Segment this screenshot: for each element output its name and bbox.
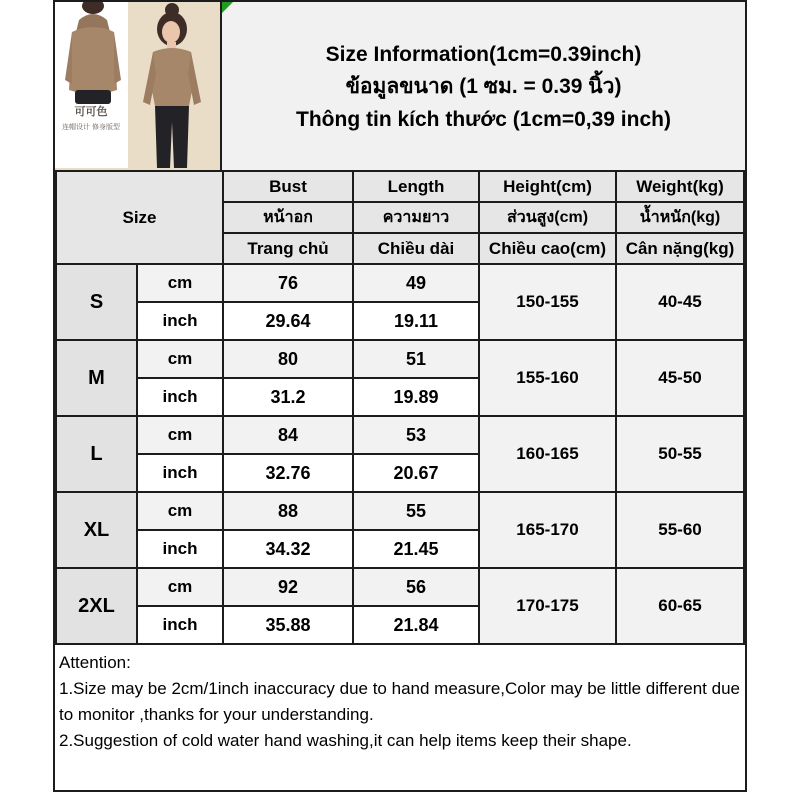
weight-range: 40-45 — [616, 264, 744, 340]
unit-cm: cm — [137, 568, 223, 606]
green-corner-flag-icon — [222, 2, 233, 13]
size-chart-panel — [53, 0, 747, 792]
bust-cm: 88 — [223, 492, 353, 530]
title-english: Size Information(1cm=0.39inch) — [325, 43, 642, 67]
length-cm: 49 — [353, 264, 479, 302]
bust-cm: 92 — [223, 568, 353, 606]
col-bust-vi: Trang chủ — [223, 233, 353, 264]
title-block — [222, 2, 745, 170]
attention-heading: Attention: — [59, 653, 131, 672]
unit-inch: inch — [137, 606, 223, 644]
size-label-2xl: 2XL — [56, 568, 137, 644]
size-label-xl: XL — [56, 492, 137, 568]
col-weight-vi: Cân nặng(kg) — [616, 233, 744, 264]
unit-inch: inch — [137, 454, 223, 492]
col-weight-th: น้ำหนัก(kg) — [616, 202, 744, 233]
length-inch: 19.11 — [353, 302, 479, 340]
size-table — [55, 170, 745, 645]
height-range: 170-175 — [479, 568, 616, 644]
table-row — [56, 492, 744, 530]
table-row — [56, 416, 744, 454]
col-length-en: Length — [353, 171, 479, 202]
height-range: 160-165 — [479, 416, 616, 492]
bust-inch: 32.76 — [223, 454, 353, 492]
bust-inch: 29.64 — [223, 302, 353, 340]
length-inch: 21.45 — [353, 530, 479, 568]
title-thai: ข้อมูลขนาด (1 ซม. = 0.39 นิ้ว) — [345, 75, 622, 99]
col-height-en: Height(cm) — [479, 171, 616, 202]
length-cm: 53 — [353, 416, 479, 454]
height-range: 155-160 — [479, 340, 616, 416]
col-length-vi: Chiều dài — [353, 233, 479, 264]
bust-inch: 34.32 — [223, 530, 353, 568]
unit-inch: inch — [137, 302, 223, 340]
bust-cm: 76 — [223, 264, 353, 302]
col-height-th: ส่วนสูง(cm) — [479, 202, 616, 233]
length-inch: 19.89 — [353, 378, 479, 416]
size-label-m: M — [56, 340, 137, 416]
attention-note-1: 1.Size may be 2cm/1inch inaccuracy due to hand measure,Color may be little different due to monitor ,thanks for your understanding. — [59, 679, 740, 724]
height-range: 165-170 — [479, 492, 616, 568]
length-cm: 51 — [353, 340, 479, 378]
unit-inch: inch — [137, 378, 223, 416]
size-label-s: S — [56, 264, 137, 340]
bust-cm: 84 — [223, 416, 353, 454]
length-cm: 55 — [353, 492, 479, 530]
unit-cm: cm — [137, 264, 223, 302]
unit-cm: cm — [137, 492, 223, 530]
col-weight-en: Weight(kg) — [616, 171, 744, 202]
unit-cm: cm — [137, 416, 223, 454]
height-range: 150-155 — [479, 264, 616, 340]
weight-range: 50-55 — [616, 416, 744, 492]
attention-note-2: 2.Suggestion of cold water hand washing,it can help items keep their shape. — [59, 731, 632, 750]
length-cm: 56 — [353, 568, 479, 606]
table-row — [56, 568, 744, 606]
length-inch: 21.84 — [353, 606, 479, 644]
tagline-caption: 连帽设计 修身版型 — [62, 124, 120, 131]
table-row — [56, 340, 744, 378]
weight-range: 55-60 — [616, 492, 744, 568]
attention-notes — [55, 645, 745, 790]
unit-cm: cm — [137, 340, 223, 378]
weight-range: 60-65 — [616, 568, 744, 644]
size-label-l: L — [56, 416, 137, 492]
header-row-en — [56, 171, 744, 202]
col-bust-th: หน้าอก — [223, 202, 353, 233]
bust-inch: 35.88 — [223, 606, 353, 644]
title-vietnamese: Thông tin kích thước (1cm=0,39 inch) — [296, 107, 671, 131]
color-name-caption: 可可色 — [74, 106, 108, 118]
table-row — [56, 264, 744, 302]
bust-cm: 80 — [223, 340, 353, 378]
col-height-vi: Chiều cao(cm) — [479, 233, 616, 264]
length-inch: 20.67 — [353, 454, 479, 492]
col-length-th: ความยาว — [353, 202, 479, 233]
unit-inch: inch — [137, 530, 223, 568]
product-photo-illustration — [55, 2, 220, 168]
bust-inch: 31.2 — [223, 378, 353, 416]
weight-range: 45-50 — [616, 340, 744, 416]
top-section — [55, 2, 745, 170]
product-photo — [55, 2, 222, 170]
col-bust-en: Bust — [223, 171, 353, 202]
size-header: Size — [56, 171, 223, 264]
